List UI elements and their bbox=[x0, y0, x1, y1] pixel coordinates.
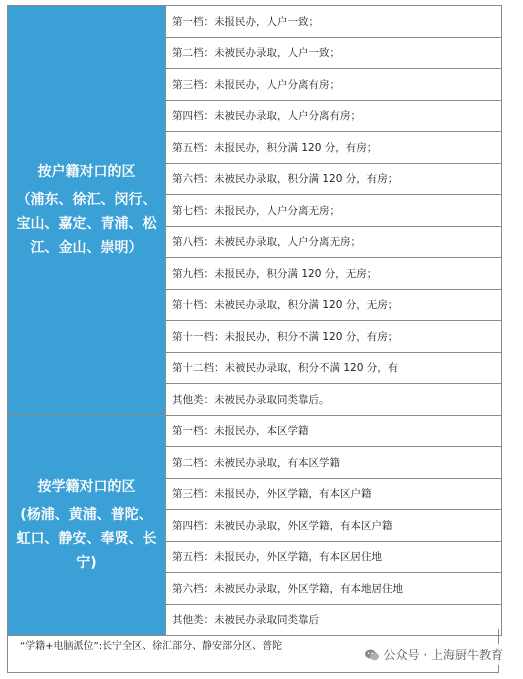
group1-item-4: 第四档：未被民办录取，人户分离有房； bbox=[166, 100, 502, 132]
group1-item-1: 第一档：未报民办，人户一致； bbox=[166, 6, 502, 38]
watermark-text: 公众号 · 上海厨牛教育 bbox=[383, 648, 503, 662]
group2-category-cell bbox=[8, 415, 166, 636]
group1-item-9: 第九档：未报民办，积分满 120 分，无房； bbox=[166, 258, 502, 290]
footer-note: “学籍+电脑派位”:长宁全区、徐汇部分、静安部分区、普陀 bbox=[20, 641, 283, 652]
group1-item-2: 第二档：未被民办录取，人户一致； bbox=[166, 37, 502, 69]
group1-item-5: 第五档：未报民办，积分满 120 分，有房； bbox=[166, 132, 502, 164]
group1-item-3: 第三档：未报民办，人户分离有房； bbox=[166, 69, 502, 101]
table-row bbox=[8, 6, 502, 38]
group2-subtitle: (杨浦、黄浦、普陀、虹口、静安、奉贤、长宁) bbox=[16, 507, 157, 572]
group2-item-5: 第五档：未报民办，外区学籍，有本区居住地 bbox=[166, 541, 502, 573]
group1-subtitle: （浦东、徐汇、闵行、宝山、嘉定、青浦、松江、金山、崇明） bbox=[16, 192, 157, 257]
group1-body bbox=[8, 6, 502, 416]
watermark bbox=[360, 644, 507, 665]
group2-item-6: 第六档：未被民办录取，外区学籍，有本地居住地 bbox=[166, 573, 502, 605]
group2-body bbox=[8, 415, 502, 636]
wechat-icon bbox=[364, 647, 380, 663]
group1-item-11: 第十一档：未报民办，积分不满 120 分，有房； bbox=[166, 321, 502, 353]
table-row bbox=[8, 415, 502, 447]
group2-item-other: 其他类：未被民办录取同类靠后 bbox=[166, 604, 502, 636]
group1-title: 按户籍对口的区 bbox=[37, 164, 136, 181]
group1-category-cell bbox=[8, 6, 166, 416]
admission-table bbox=[7, 5, 502, 636]
admission-table-wrapper bbox=[7, 5, 501, 636]
group2-item-2: 第二档：未被民办录取，有本区学籍 bbox=[166, 447, 502, 479]
group1-item-10: 第十档：未被民办录取，积分满 120 分，无房； bbox=[166, 289, 502, 321]
group1-item-12: 第十二档：未被民办录取，积分不满 120 分，有 bbox=[166, 352, 502, 384]
group2-item-3: 第三档：未报民办，外区学籍，有本区户籍 bbox=[166, 478, 502, 510]
group2-item-1: 第一档：未报民办，本区学籍 bbox=[166, 415, 502, 447]
group1-item-6: 第六档：未被民办录取，积分满 120 分，有房； bbox=[166, 163, 502, 195]
group2-item-4: 第四档：未被民办录取，外区学籍，有本区户籍 bbox=[166, 510, 502, 542]
group2-title: 按学籍对口的区 bbox=[37, 479, 136, 496]
group1-item-7: 第七档：未报民办，人户分离无房； bbox=[166, 195, 502, 227]
group1-item-other: 其他类：未被民办录取同类靠后。 bbox=[166, 384, 502, 416]
group1-item-8: 第八档：未被民办录取，人户分离无房； bbox=[166, 226, 502, 258]
